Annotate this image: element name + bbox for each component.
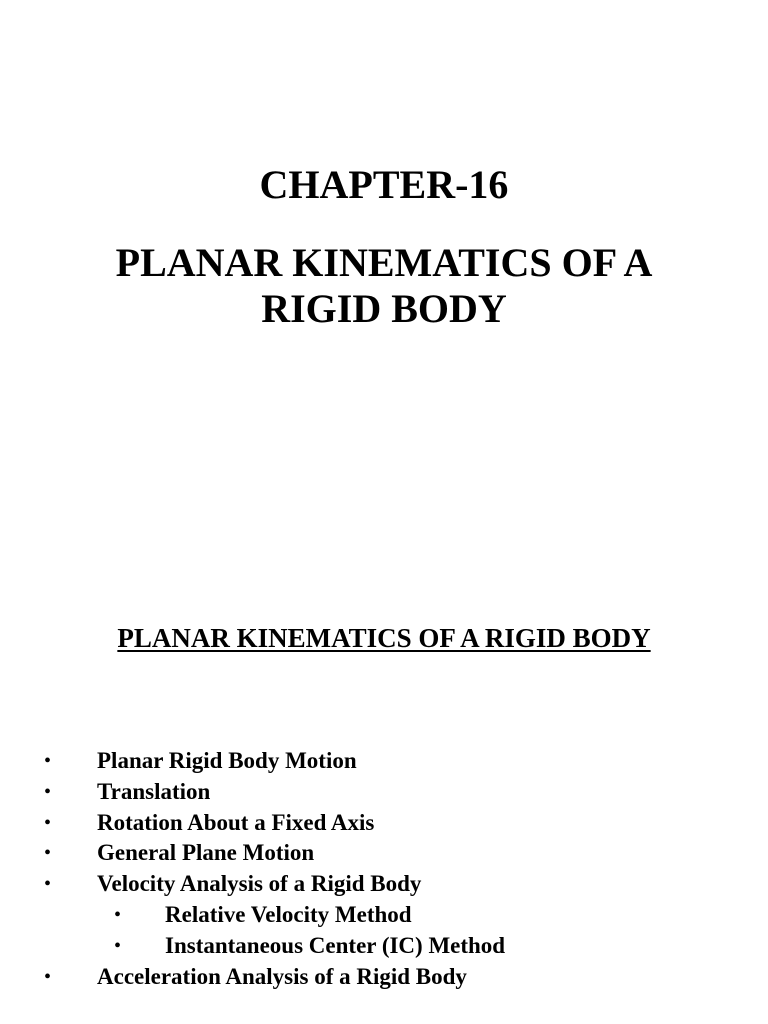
bullet-icon: • — [44, 811, 52, 834]
sub-topic-item — [0, 900, 768, 931]
topic-text: Translation — [97, 778, 211, 804]
topic-list — [0, 746, 768, 992]
sub-topic-text: Relative Velocity Method — [165, 901, 412, 927]
topic-text: Rotation About a Fixed Axis — [97, 809, 375, 835]
topic-text: Acceleration Analysis of a Rigid Body — [97, 963, 467, 989]
chapter-title: CHAPTER-16 — [259, 162, 509, 207]
sub-topic-item — [0, 931, 768, 962]
topic-text: General Plane Motion — [97, 840, 315, 866]
bullet-icon: • — [44, 965, 52, 988]
topic-item — [0, 746, 768, 777]
topic-text: Planar Rigid Body Motion — [97, 748, 357, 773]
bullet-icon: • — [44, 750, 52, 772]
topic-item — [0, 869, 768, 900]
bullet-icon: • — [114, 903, 122, 926]
bullet-icon: • — [44, 780, 52, 803]
section-heading: PLANAR KINEMATICS OF A RIGID BODY — [117, 623, 651, 653]
topic-item — [0, 777, 768, 808]
bullet-icon: • — [114, 934, 122, 957]
topic-text: Velocity Analysis of a Rigid Body — [97, 871, 422, 897]
topic-item — [0, 838, 768, 869]
bullet-icon: • — [44, 873, 52, 896]
chapter-subtitle: PLANAR KINEMATICS OF A RIGID BODY — [115, 240, 653, 331]
bullet-icon: • — [44, 842, 52, 865]
topic-item — [0, 962, 768, 993]
topic-item — [0, 808, 768, 839]
sub-topic-text: Instantaneous Center (IC) Method — [165, 932, 506, 958]
